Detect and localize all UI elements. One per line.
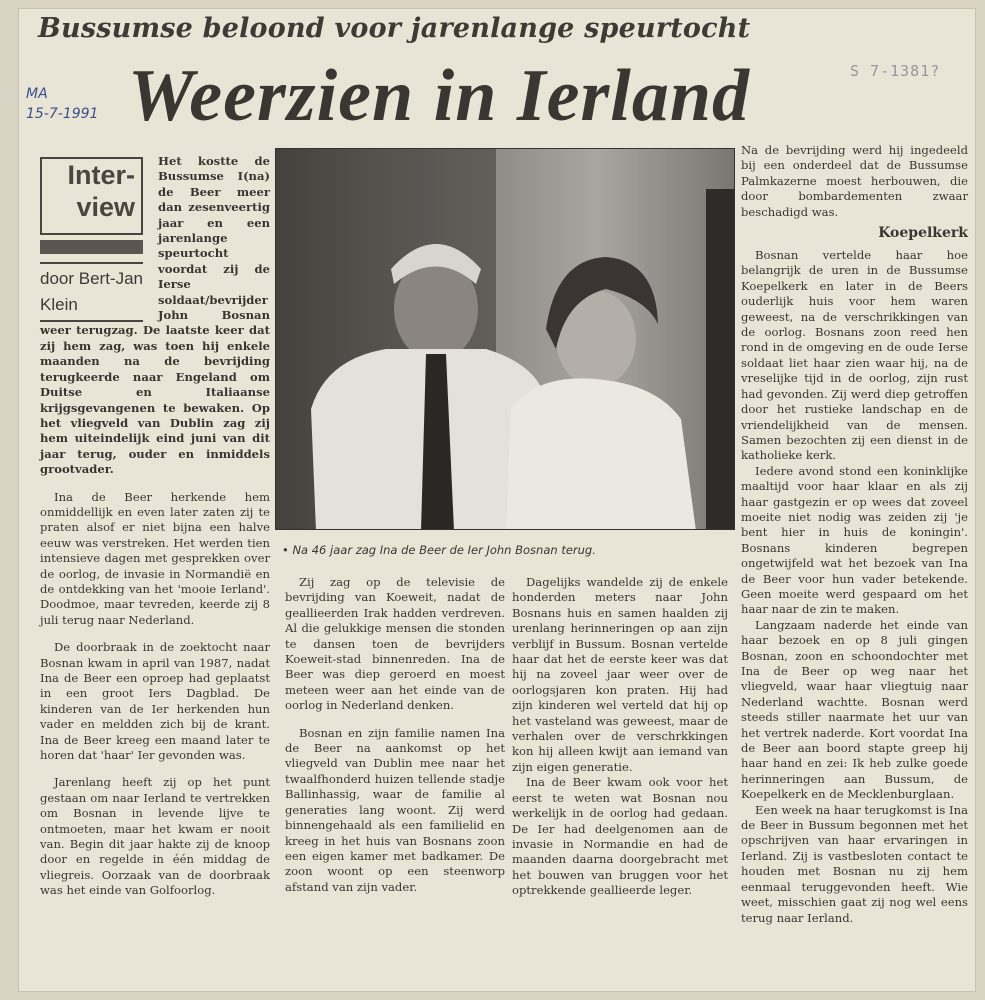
interview-sidebox	[40, 154, 152, 322]
paragraph: Bosnan vertelde haar hoe belangrijk de uren in de Bussumse Koepelkerk en later in de Beers ouderlijk huis voor hem waren geweest, na de verschrikkingen van de oorlog. Bosnans zoon reed hen rond in de omgeving en de oude Ierse soldaat liet haar zien waar hij, na de vreselijke tijd in de oorlog, zijn rust had gevonden. Zij werd diep getroffen door het rustieke landschap en de vriendelijkheid van de mensen. Samen bezochten zij een dienst in de katholieke kerk.	[741, 248, 968, 463]
column-1	[40, 154, 270, 899]
paragraph: Na de bevrijding werd hij ingedeeld bij een onderdeel dat de Bussumse Palmkazerne moest herbouwen, die door bombardementen zwaar beschadigd was.	[741, 143, 968, 219]
kicker-headline: Bussumse beloond voor jarenlange speurtocht	[38, 13, 751, 44]
lead-top: Het kostte de Bussumse I(na) de Beer meer dan zesenveertig jaar en een jarenlange speurtocht voordat zij de Ierse soldaat/bevrijder John Bosnan weer terugzag.	[40, 154, 270, 338]
paragraph: Ina de Beer herkende hem onmiddellijk en even later zaten zij te praten alsof er niet bijna een halve eeuw was verstreken. Het werden tien intensieve dagen met gesprekken over de oorlog, de invasie in Normandië en de ontdekking van het 'mooie Ierland'. Doodmoe, maar tevreden, keerde zij 8 juli terug naar Nederland.	[40, 489, 270, 627]
paragraph: Iedere avond stond een koninklijke maaltijd voor haar klaar en als zij haar gastgezin er op wees dat zoveel moeite niet nodig was zeiden zij 'je bent hier in huis de koningin'. Bosnans kinderen begrepen ongetwijfeld wat het bezoek van Ina de Beer voor hun vader betekende. Geen moeite werd gespaard om het haar naar de zin te maken.	[741, 463, 968, 617]
divider	[40, 320, 143, 322]
column-4	[741, 143, 968, 926]
interview-bar	[40, 240, 143, 254]
paragraph: Ina de Beer kwam ook voor het eerst te weten wat Bosnan nou werkelijk in de oorlog had gedaan. De Ier had deelgenomen aan de invasie in Normandie en had de maanden daarna doorgebracht met het bouwen van bruggen voor het optrekkende geallieerde leger.	[512, 775, 728, 898]
photo-ina-de-beer-and-john-bosnan	[275, 148, 735, 530]
byline: door Bert-Jan Klein	[40, 269, 143, 314]
photo-caption: • Na 46 jaar zag Ina de Beer de Ier John Bosnan terug.	[282, 543, 596, 557]
paragraph: Jarenlang heeft zij op het punt gestaan om naar Ierland te vertrekken om Bosnan in levende lijve te ontmoeten, maar het kwam er nooit van. Begin dit jaar hakte zij de knoop door en regelde in één middag de vliegreis. Oorzaak van de doorbraak was het einde van Golfoorlog.	[40, 775, 270, 898]
paragraph: Bosnan en zijn familie namen Ina de Beer na aankomst op het vliegveld van Dublin mee naar het twaalfhonderd huizen tellende stadje Ballinhassig, waar de familie al generaties lang woont. Zij werd binnengehaald als een familielid en kreeg in het huis van Bosnans zoon een eigen kamer met badkamer. De zoon woont op een steenworp afstand van zijn vader.	[285, 725, 505, 894]
subheading: Koepelkerk	[878, 225, 968, 242]
handwritten-date: 15-7-1991	[26, 106, 99, 122]
divider	[40, 262, 143, 264]
interview-box: Inter- view	[40, 157, 143, 235]
paragraph: Een week na haar terugkomst is Ina de Beer in Bussum begonnen met het opschrijven van haar ervaringen in Ierland. Zij is vastbesloten contact te houden met Bosnan nu zij hem eenmaal teruggevonden heeft. Wie weet, misschien gaat zij nog wel eens terug naar Ierland.	[741, 802, 968, 925]
handwritten-initials: MA	[26, 86, 48, 102]
paragraph: Langzaam naderde het einde van haar bezoek en op 8 juli gingen Bosnan, zoon en schoondochter met Ina de Beer op weg naar het vliegveld, waar haar vliegtuig naar Nederland wachtte. Bosnan werd steeds stiller naarmate het uur van het vertrek naderde. Kort voordat Ina de Beer aan boord stapte greep hij haar hand en zei: Ik heb zulke goede herinneringen aan Bussum, de Koepelkerk en de Mecklenburglaan.	[741, 617, 968, 802]
lead-bottom: De laatste keer dat zij hem zag, was toen hij enkele maanden na de bevrijding terugkeerde naar Engeland om Duitse en Italiaanse krijgsgevangenen te bewaken. Op het vliegveld van Dublin zag zij hem uiteindelijk eind juni van dit jaar terug, ouder en inmiddels grootvader.	[40, 323, 271, 477]
archive-stamp: S 7-1381?	[850, 62, 941, 80]
main-headline: Weerzien in Ierland	[128, 55, 751, 137]
paragraph: De doorbraak in de zoektocht naar Bosnan kwam in april van 1987, nadat Ina de Beer een oproep had geplaatst in een groot Iers Dagblad. De kinderen van de Ier herkenden hun vader en meldden zich bij de krant. Ina de Beer kreeg een maand later te horen dat 'haar' Ier gevonden was.	[40, 640, 270, 763]
column-3	[512, 575, 728, 899]
paragraph: Zij zag op de televisie de bevrijding van Koeweit, nadat de geallieerden Irak hadden verdreven. Al die gelukkige mensen die stonden te dansen toen de bevrijders Koeweit-stad binnenreden. Ina de Beer was diep geroerd en moest meteen weer aan het einde van de oorlog in Nederland denken.	[285, 575, 505, 713]
paragraph: Dagelijks wandelde zij de enkele honderden meters naar John Bosnans huis en samen haalden zij urenlang herinneringen op aan zijn verblijf in Bussum. Bosnan vertelde haar dat het de eerste keer was dat hij na zoveel jaar weer over de oorlogsjaren kon praten. Hij had zijn kinderen wel verteld dat hij op het vasteland was geweest, maar de verhalen over de verschrkkingen kon hij alleen kwijt aan iemand van zijn eigen generatie.	[512, 575, 728, 774]
column-2	[285, 575, 505, 895]
